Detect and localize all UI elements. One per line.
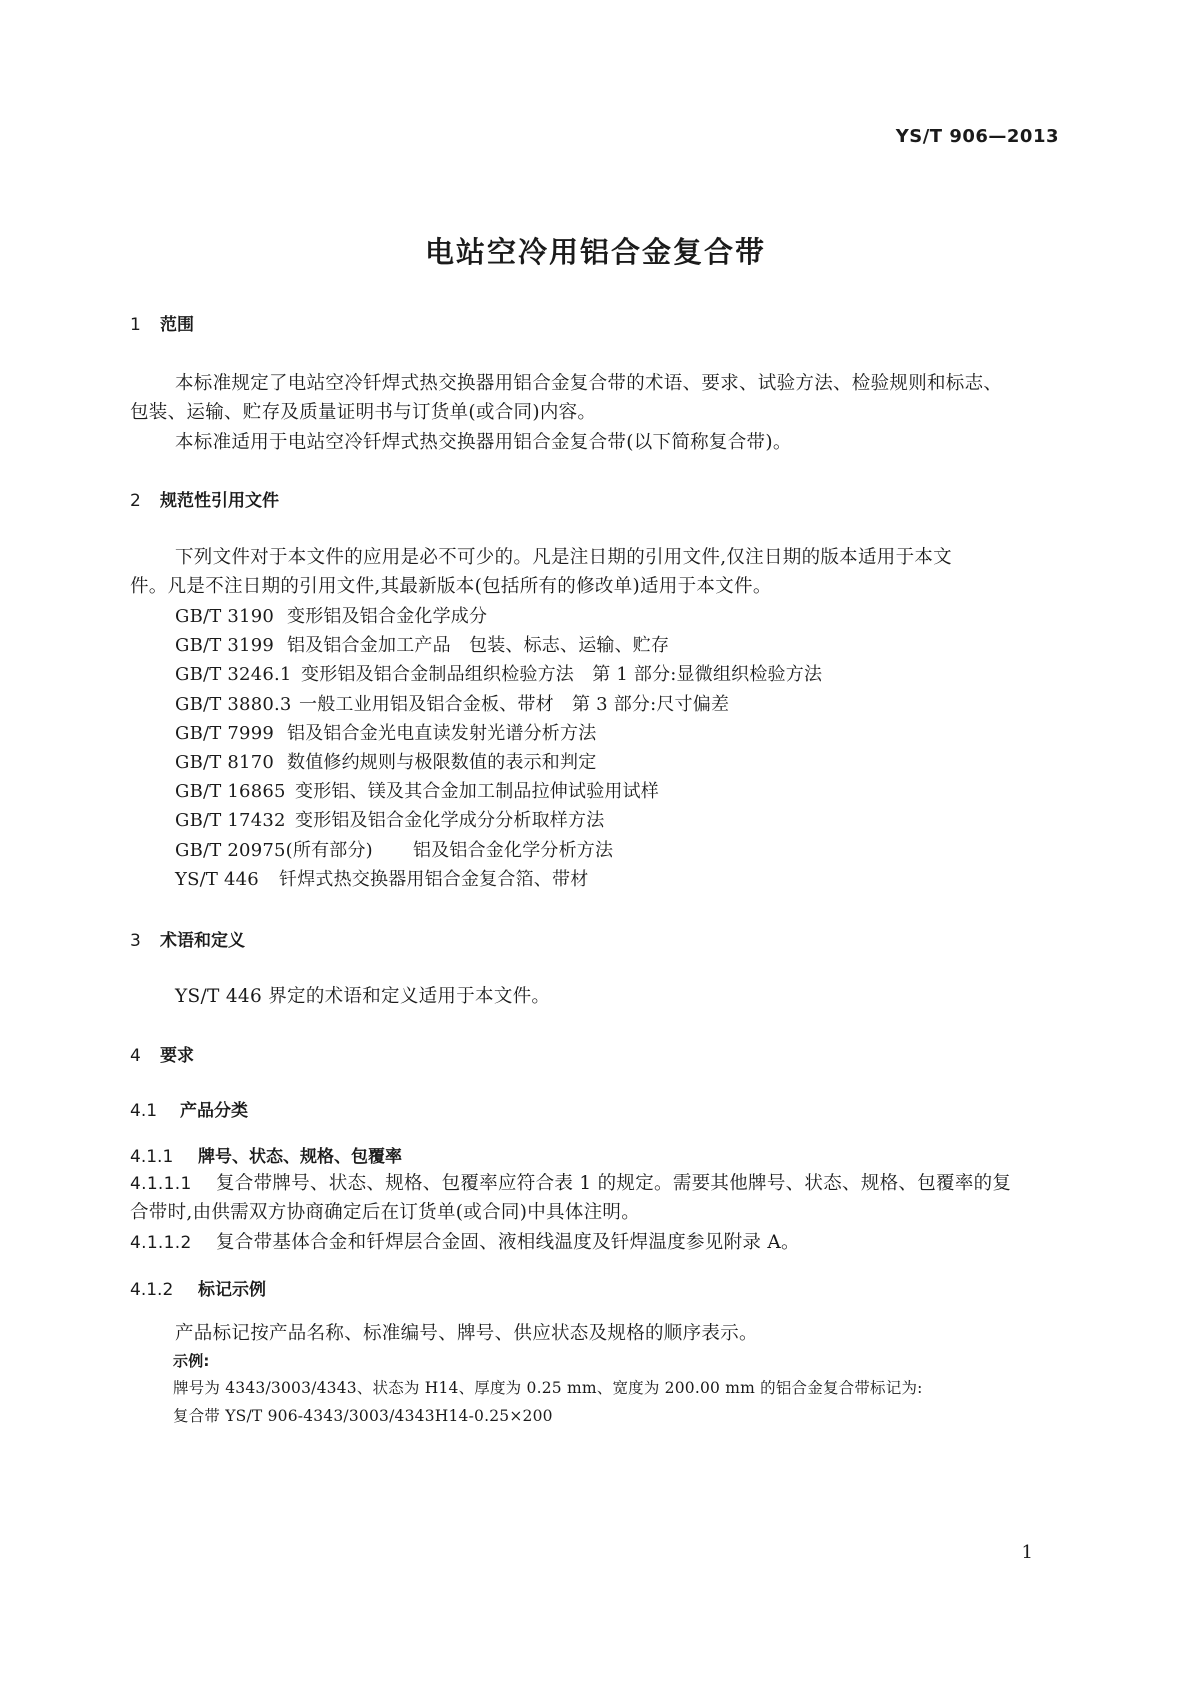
paragraph: YS/T 446 界定的术语和定义适用于本文件。	[175, 986, 551, 1007]
reference-item	[175, 836, 613, 862]
page-number: 1	[1021, 1542, 1033, 1563]
reference-item	[175, 602, 487, 628]
example-text: 牌号为 4343/3003/4343、状态为 H14、厚度为 0.25 mm、宽度为 200.00 mm 的铝合金复合带标记为:	[173, 1379, 923, 1397]
paragraph: 本标准规定了电站空冷钎焊式热交换器用铝合金复合带的术语、要求、试验方法、检验规则和标志、	[175, 373, 1003, 394]
paragraph: 本标准适用于电站空冷钎焊式热交换器用铝合金复合带(以下简称复合带)。	[175, 432, 792, 453]
reference-code: GB/T 3880.3	[175, 694, 292, 715]
reference-title: 一般工业用铝及铝合金板、带材 第 3 部分:尺寸偏差	[299, 694, 730, 715]
reference-code: GB/T 3199	[175, 635, 275, 656]
paragraph: 下列文件对于本文件的应用是必不可少的。凡是注日期的引用文件,仅注日期的版本适用于本文	[175, 547, 952, 568]
reference-item	[175, 660, 822, 686]
section-3-heading	[130, 926, 245, 951]
clause-number: 4.1.1.1	[130, 1174, 192, 1194]
reference-code: GB/T 8170	[175, 752, 275, 773]
standard-code: YS/T 906—2013	[895, 126, 1059, 147]
subsection-4-1-heading	[130, 1096, 248, 1121]
reference-item	[175, 777, 659, 803]
section-title: 范围	[160, 315, 194, 335]
reference-item	[175, 690, 729, 716]
section-title: 要求	[160, 1046, 194, 1066]
section-number: 4.1	[130, 1101, 158, 1121]
paragraph: 产品标记按产品名称、标准编号、牌号、供应状态及规格的顺序表示。	[175, 1323, 758, 1344]
section-title: 标记示例	[198, 1280, 266, 1300]
clause-text: 复合带基体合金和钎焊层合金固、液相线温度及钎焊温度参见附录 A。	[216, 1232, 800, 1253]
reference-title: 铝及铝合金化学分析方法	[413, 840, 614, 861]
reference-item	[175, 806, 604, 832]
example-label: 示例:	[173, 1352, 210, 1370]
section-4-heading	[130, 1041, 194, 1066]
section-title: 规范性引用文件	[160, 491, 279, 511]
reference-code: GB/T 3246.1	[175, 664, 292, 685]
paragraph: 件。凡是不注日期的引用文件,其最新版本(包括所有的修改单)适用于本文件。	[130, 576, 772, 597]
subsection-4-1-1-heading	[130, 1142, 402, 1167]
reference-code: GB/T 7999	[175, 723, 275, 744]
document-title: 电站空冷用铝合金复合带	[424, 235, 766, 269]
section-title: 产品分类	[180, 1101, 248, 1121]
reference-title: 变形铝、镁及其合金加工制品拉伸试验用试样	[295, 781, 659, 802]
section-number: 1	[130, 315, 141, 335]
paragraph: 包装、运输、贮存及质量证明书与订货单(或合同)内容。	[130, 402, 597, 423]
section-number: 4.1.1	[130, 1147, 174, 1167]
reference-code: GB/T 20975(所有部分)	[175, 840, 373, 861]
section-number: 4	[130, 1046, 141, 1066]
section-2-heading	[130, 486, 279, 511]
clause-text: 复合带牌号、状态、规格、包覆率应符合表 1 的规定。需要其他牌号、状态、规格、包覆率的复	[216, 1173, 1012, 1194]
reference-item	[175, 748, 596, 774]
section-number: 3	[130, 931, 141, 951]
reference-code: GB/T 3190	[175, 606, 275, 627]
reference-title: 变形铝及铝合金化学成分	[287, 606, 488, 627]
paragraph: 合带时,由供需双方协商确定后在订货单(或合同)中具体注明。	[130, 1202, 641, 1223]
clause-4-1-1-2	[130, 1228, 800, 1254]
clause-number: 4.1.1.2	[130, 1233, 192, 1253]
subsection-4-1-2-heading	[130, 1275, 266, 1300]
reference-title: 变形铝及铝合金制品组织检验方法 第 1 部分:显微组织检验方法	[301, 664, 823, 685]
section-number: 4.1.2	[130, 1280, 174, 1300]
reference-code: GB/T 17432	[175, 810, 286, 831]
clause-4-1-1-1	[130, 1169, 1011, 1195]
reference-code: GB/T 16865	[175, 781, 286, 802]
example-text: 复合带 YS/T 906-4343/3003/4343H14-0.25×200	[173, 1407, 553, 1425]
reference-item	[175, 719, 596, 745]
reference-title: 变形铝及铝合金化学成分分析取样方法	[295, 810, 605, 831]
reference-code: YS/T 446	[175, 869, 259, 890]
reference-item	[175, 865, 588, 891]
reference-title: 铝及铝合金加工产品 包装、标志、运输、贮存	[287, 635, 670, 656]
reference-title: 数值修约规则与极限数值的表示和判定	[287, 752, 597, 773]
reference-item	[175, 631, 669, 657]
section-title: 牌号、状态、规格、包覆率	[198, 1147, 402, 1167]
section-1-heading	[130, 310, 194, 335]
section-number: 2	[130, 491, 141, 511]
reference-title: 钎焊式热交换器用铝合金复合箔、带材	[279, 869, 589, 890]
section-title: 术语和定义	[160, 931, 245, 951]
reference-title: 铝及铝合金光电直读发射光谱分析方法	[287, 723, 597, 744]
